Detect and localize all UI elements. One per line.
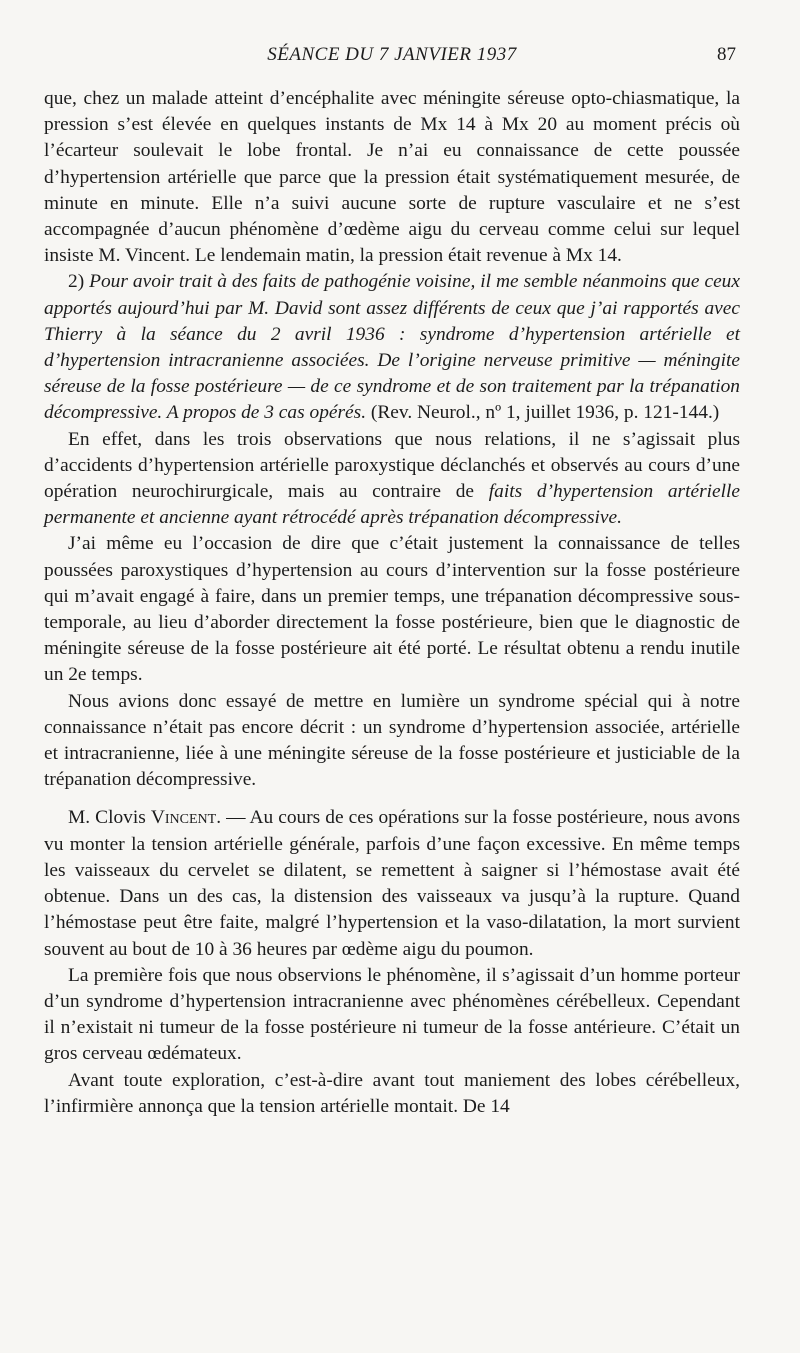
speaker-name: Vincent bbox=[150, 807, 217, 829]
paragraph: En effet, dans les trois observations que nous relations, il ne s’agissait plus d’accidents d’hypertension artérielle paroxystique déclanchés et observés au cours d’une opération neurochirurgicale, mais au contraire de faits d’hypertension artérielle permanente et ancienne ayant rétrocédé après trépanation décompressive. bbox=[44, 428, 740, 529]
running-header bbox=[44, 44, 740, 72]
paragraph: J’ai même eu l’occasion de dire que c’était justement la connaissance de telles poussées paroxystiques d’hypertension au cours d’intervention sur la fosse postérieure qui m’avait engagé à faire, dans un premier temps, une trépanation décompressive sous-temporale, au lieu d’aborder directement la fosse postérieure, bien que le diagnostic de méningite séreuse de la fosse postérieure ait été porté. Le résultat obtenu a rendu inutile un 2e temps. bbox=[44, 533, 740, 686]
paragraph: Avant toute exploration, c’est-à-dire avant tout maniement des lobes cérébelleux, l’infirmière annonça que la tension artérielle montait. De 14 bbox=[44, 1069, 740, 1117]
paragraph: 2) Pour avoir trait à des faits de pathogénie voisine, il me semble néanmoins que ceux apportés aujourd’hui par M. David sont assez différents de ceux que j’ai rapportés avec Thierry à la séance du 2 avril 1936 : syndrome d’hypertension artérielle et d’hypertension intracranienne associées. De l’origine nerveuse primitive — méningite séreuse de la fosse postérieure — de ce syndrome et de son traitement par la trépanation décompressive. A propos de 3 cas opérés. (Rev. Neurol., nº 1, juillet 1936, p. 121-144.) bbox=[44, 271, 740, 424]
page-number: 87 bbox=[717, 44, 736, 65]
paragraph: La première fois que nous observions le phénomène, il s’agissait d’un homme porteur d’un syndrome d’hypertension intracranienne avec phénomènes cérébelleux. Cependant il n’existait ni tumeur de la fosse postérieure ni tumeur de la fosse antérieure. C’était un gros cerveau œdémateux. bbox=[44, 964, 740, 1065]
running-title: SÉANCE DU 7 JANVIER 1937 bbox=[267, 44, 517, 65]
speaker-paragraph: M. Clovis Vincent. — Au cours de ces opérations sur la fosse postérieure, nous avons vu monter la tension artérielle générale, parfois d’une façon excessive. En même temps les vaisseaux du cervelet se dilatent, se remettent à saigner si l’hémostase avait été obtenue. Dans un des cas, la distension des vaisseaux va jusqu’à la rupture. Quand l’hémostase peut être faite, malgré l’hypertension et la vaso-dilatation, la mort survient souvent au bout de 10 à 36 heures par œdème aigu du poumon. bbox=[44, 807, 740, 960]
body-text bbox=[44, 86, 740, 1120]
paragraph: Nous avions donc essayé de mettre en lumière un syndrome spécial qui à notre connaissance n’était pas encore décrit : un syndrome d’hypertension associée, artérielle et intracranienne, liée à une méningite séreuse de la fosse postérieure et justiciable de la trépanation décompressive. bbox=[44, 690, 740, 791]
paragraph: que, chez un malade atteint d’encéphalite avec méningite séreuse opto-chiasmatique, la pression s’est élevée en quelques instants de Mx 14 à Mx 20 au moment précis où l’écarteur soulevait le lobe frontal. Je n’ai eu connaissance de cette poussée d’hypertension artérielle que parce que la pression était systématiquement mesurée, de minute en minute. Elle n’a suivi aucune sorte de rupture vasculaire et ne s’est accompagnée d’aucun phénomène d’œdème aigu du cerveau comme celui sur lequel insiste M. Vincent. Le lendemain matin, la pression était revenue à Mx 14. bbox=[44, 88, 740, 267]
